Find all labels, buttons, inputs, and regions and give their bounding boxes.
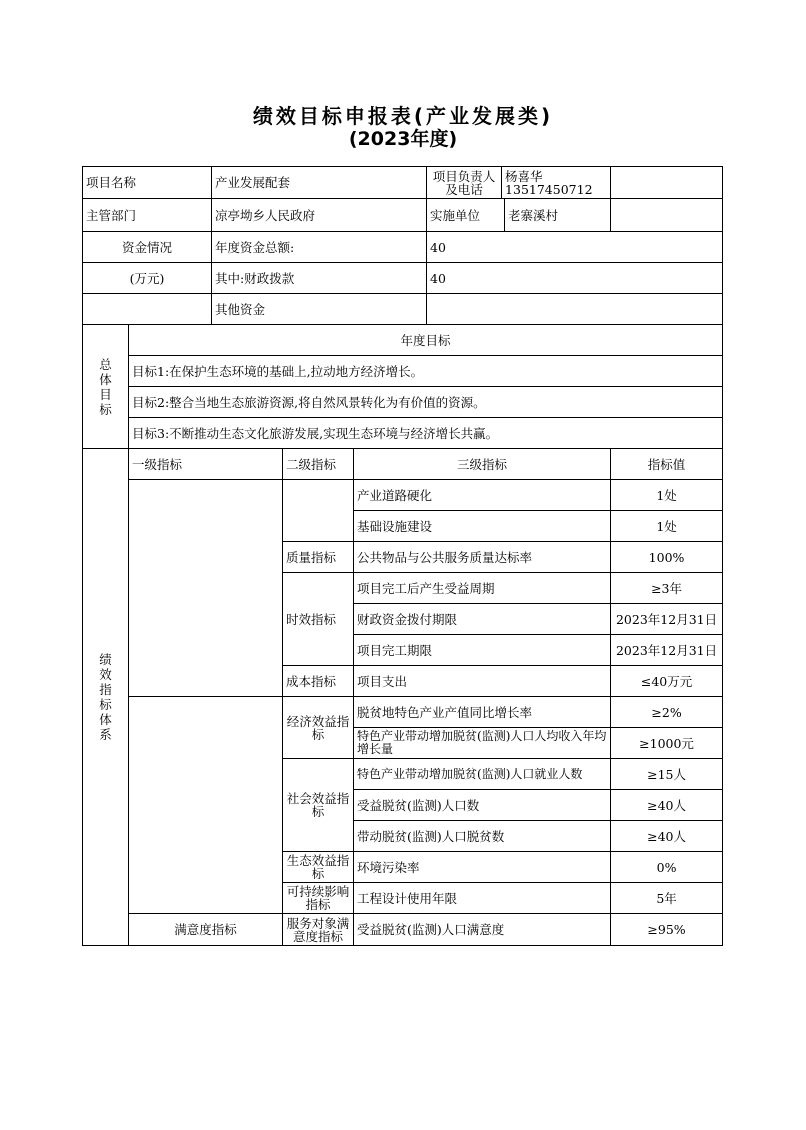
indicator-name: 特色产业带动增加脱贫(监测)人口就业人数 (354, 759, 611, 790)
level2-economic: 经济效益指标 (283, 697, 354, 759)
indicator-value: ≥40人 (611, 790, 723, 821)
indicator-name: 特色产业带动增加脱贫(监测)人口人均收入年均增长量 (354, 728, 611, 759)
project-name-value: 产业发展配套 (212, 167, 427, 199)
level2-social: 社会效益指标 (283, 759, 354, 852)
indicator-value: 0% (611, 852, 723, 883)
project-owner-value: 杨喜华13517450712 (505, 168, 593, 197)
funds-other-value (427, 294, 723, 325)
indicator-value: ≥95% (611, 914, 723, 946)
indicator-name: 脱贫地特色产业产值同比增长率 (354, 697, 611, 728)
level2-timeliness: 时效指标 (283, 573, 354, 666)
project-name-label: 项目名称 (83, 167, 212, 199)
dept-value: 凉亭坳乡人民政府 (212, 199, 427, 232)
indicator-name: 工程设计使用年限 (354, 883, 611, 914)
dept-label: 主管部门 (83, 199, 212, 232)
funds-fiscal-value: 40 (427, 263, 723, 294)
indicator-name: 项目完工期限 (354, 635, 611, 666)
indicator-name: 公共物品与公共服务质量达标率 (354, 542, 611, 573)
funds-total-value: 40 (427, 232, 723, 263)
indicator-value: 1处 (611, 511, 723, 542)
indicator-name: 基础设施建设 (354, 511, 611, 542)
page-subtitle: (2023年度) (348, 128, 458, 150)
indicator-name: 项目完工后产生受益周期 (354, 573, 611, 604)
header-level2: 二级指标 (283, 449, 354, 480)
indicator-value: ≥3年 (611, 573, 723, 604)
level2-quantity-cell (283, 480, 354, 542)
performance-target-table (82, 166, 723, 946)
indicator-value: ≥2% (611, 697, 723, 728)
indicator-system-side-label: 绩 效 指 标 体 系 (83, 449, 129, 946)
level2-sustainable: 可持续影响指标 (283, 883, 354, 914)
annual-goal-header: 年度目标 (129, 325, 723, 356)
project-owner-label: 项目负责人及电话 (427, 167, 502, 198)
indicator-value: ≥1000元 (611, 728, 723, 759)
level2-cost: 成本指标 (283, 666, 354, 697)
goal-item: 目标2:整合当地生态旅游资源,将自然风景转化为有价值的资源。 (129, 387, 723, 418)
goal-item: 目标3:不断推动生态文化旅游发展,实现生态环境与经济增长共赢。 (129, 418, 723, 449)
indicator-value: ≥40人 (611, 821, 723, 852)
goal-item: 目标1:在保护生态环境的基础上,拉动地方经济增长。 (129, 356, 723, 387)
indicator-value: 5年 (611, 883, 723, 914)
indicator-value: 2023年12月31日 (611, 635, 723, 666)
level2-ecological: 生态效益指标 (283, 852, 354, 883)
indicator-name: 财政资金拨付期限 (354, 604, 611, 635)
level1-output-cell (129, 480, 283, 697)
level1-satisfaction: 满意度指标 (129, 914, 283, 946)
header-value: 指标值 (611, 449, 723, 480)
header-level1: 一级指标 (129, 449, 283, 480)
level1-benefit-cell (129, 697, 283, 914)
header-level3: 三级指标 (354, 449, 611, 480)
level2-quality: 质量指标 (283, 542, 354, 573)
indicator-name: 产业道路硬化 (354, 480, 611, 511)
indicator-value: 100% (611, 542, 723, 573)
indicator-name: 带动脱贫(监测)人口脱贫数 (354, 821, 611, 852)
level2-service-satisfaction: 服务对象满意度指标 (283, 914, 354, 946)
funds-label: 资金情况 (83, 232, 212, 263)
indicator-value: 2023年12月31日 (611, 604, 723, 635)
indicator-name: 受益脱贫(监测)人口数 (354, 790, 611, 821)
funds-total-label: 年度资金总额: (212, 232, 427, 263)
indicator-value: ≤40万元 (611, 666, 723, 697)
page-title: 绩效目标申报表(产业发展类) (252, 104, 554, 128)
impl-label: 实施单位 (427, 199, 505, 231)
impl-value: 老寨溪村 (508, 207, 559, 223)
overall-goal-side-label: 总 体 目 标 (83, 325, 129, 449)
funds-fiscal-label: 其中:财政拨款 (212, 263, 427, 294)
indicator-name: 环境污染率 (354, 852, 611, 883)
funds-other-label: 其他资金 (212, 294, 427, 325)
indicator-value: ≥15人 (611, 759, 723, 790)
funds-unit-label: (万元) (83, 263, 212, 294)
indicator-name: 项目支出 (354, 666, 611, 697)
indicator-name: 受益脱贫(监测)人口满意度 (354, 914, 611, 946)
indicator-value: 1处 (611, 480, 723, 511)
